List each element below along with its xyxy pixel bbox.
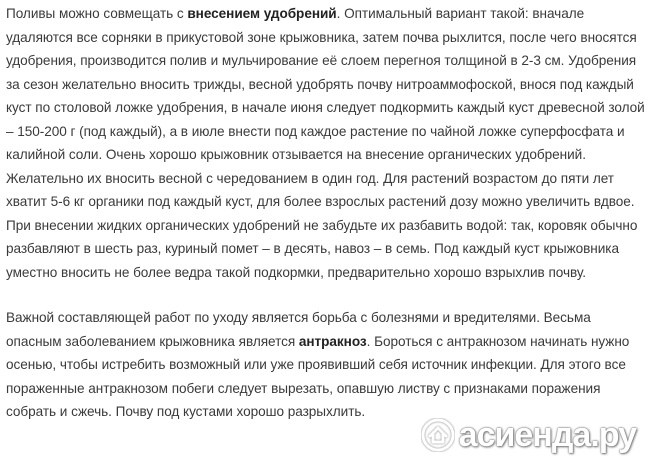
watermark-text: асиенда.ру [458,415,636,454]
paragraph-text: . Оптимальный вариант такой: вначале удаляются все сорняки в прикустовой зоне крыжовника, затем почва рыхлится, после чего вносятся удобрения, производится полив и мульчирование её слоем перегноя толщиной в 2-3 см. Удобрения за сезон желательно вносить трижды, весной удобрять почву нитроаммофоской, внося под каждый куст по столовой ложке удобрения, в начале июня следует подкормить каждый куст древесной золой – 150-200 г (под каждый), а в июле внести под каждое растение по чайной ложке суперфосфата и калийной соли. Очень хорошо крыжовник отзывается на внесение органических удобрений. Желательно их вносить весной с чередованием в один год. Для растений возрастом до пяти лет хватит 5-6 кг органики под каждый куст, для более взрослых растений дозу можно увеличить вдвое. При внесении жидких органических удобрений не забудьте их разбавить водой: так, коровяк обычно разбавляют в шесть раз, куриный помет – в десять, навоз – в семь. Под каждый куст крыжовника уместно вносить не более ведра такой подкормки, предварительно хорошо взрыхлив почву. [6,6,645,280]
article-body [6,2,648,446]
paragraph-text: Важной составляющей работ по уходу является борьба с болезнями и вредителями. Весьма опасным заболеванием крыжовника является [6,310,591,349]
paragraph-text: Поливы можно совмещать с [6,6,188,21]
site-watermark [421,415,636,455]
bold-term-fertilizing: внесением удобрений [187,6,337,21]
paragraph-text: . Бороться с антракнозом начинать нужно осенью, чтобы истребить возможный или уже проявивший себя источник инфекции. Для этого все пораженные антракнозом побеги следует вырезать, опавшую листву с признаками поражения собрать и сжечь. Почву под кустами хорошо разрыхлить. [6,333,630,419]
bold-term-anthracnose: антракноз [298,333,367,349]
paragraph-diseases [6,306,648,424]
house-icon [421,418,455,452]
paragraph-fertilizing [6,2,648,284]
